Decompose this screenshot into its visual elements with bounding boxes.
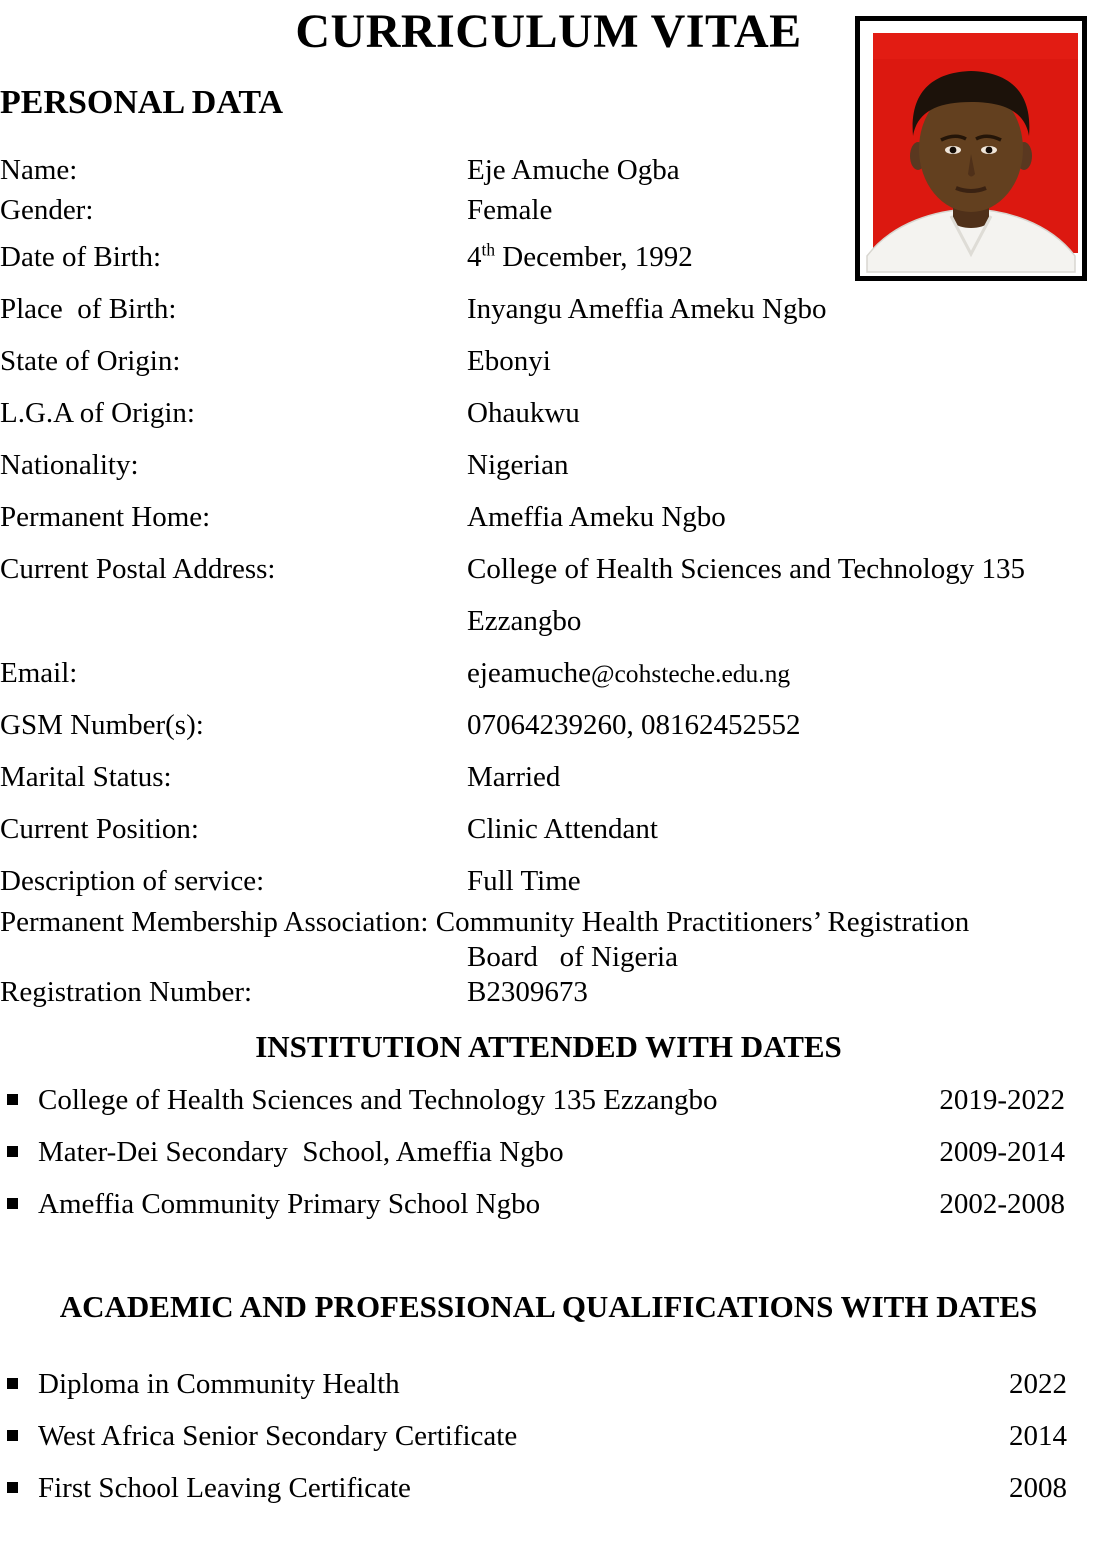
field-value: College of Health Sciences and Technology 135 bbox=[467, 553, 1025, 585]
field-value: Full Time bbox=[467, 865, 581, 897]
field-row-service-description bbox=[0, 864, 1097, 898]
field-value: Ebonyi bbox=[467, 345, 551, 377]
square-bullet-icon bbox=[7, 1430, 18, 1441]
field-row-state-of-origin bbox=[0, 344, 1097, 378]
list-item bbox=[0, 1187, 1097, 1221]
institution-name: College of Health Sciences and Technology 135 Ezzangbo bbox=[38, 1084, 718, 1116]
field-row-marital-status bbox=[0, 760, 1097, 794]
field-label: Date of Birth: bbox=[0, 241, 162, 273]
email-user: ejeamuche bbox=[467, 657, 591, 689]
field-label: Name: bbox=[0, 154, 78, 186]
field-value: Nigerian bbox=[467, 449, 569, 481]
dob-ordinal: th bbox=[481, 239, 496, 260]
institution-name: Mater-Dei Secondary School, Ameffia Ngbo bbox=[38, 1136, 564, 1168]
field-value: Eje Amuche Ogba bbox=[467, 154, 680, 186]
field-row-email bbox=[0, 656, 1097, 690]
pupil-left bbox=[950, 147, 957, 154]
institution-dates: 2002-2008 bbox=[939, 1188, 1065, 1220]
list-item bbox=[0, 1367, 1097, 1401]
pupil-right bbox=[986, 147, 993, 154]
field-row-current-position bbox=[0, 812, 1097, 846]
field-label: State of Origin: bbox=[0, 345, 181, 377]
list-item bbox=[0, 1083, 1097, 1117]
field-row-lga-of-origin bbox=[0, 396, 1097, 430]
field-row-place-of-birth bbox=[0, 292, 1097, 326]
field-row-postal-address-line2 bbox=[0, 604, 1097, 638]
field-value: Ezzangbo bbox=[467, 605, 582, 637]
qualification-name: West Africa Senior Secondary Certificate bbox=[38, 1420, 518, 1452]
square-bullet-icon bbox=[7, 1094, 18, 1105]
field-value: Inyangu Ameffia Ameku Ngbo bbox=[467, 293, 827, 325]
institutions-list bbox=[0, 1083, 1097, 1221]
dob-rest: December, 1992 bbox=[495, 241, 693, 273]
field-label: Registration Number: bbox=[0, 976, 253, 1008]
list-item bbox=[0, 1419, 1097, 1453]
field-value: 07064239260, 08162452552 bbox=[467, 709, 801, 741]
passport-photo bbox=[855, 16, 1087, 281]
field-value: Ameffia Ameku Ngbo bbox=[467, 501, 726, 533]
list-item bbox=[0, 1135, 1097, 1169]
field-value: Ohaukwu bbox=[467, 397, 580, 429]
field-value bbox=[467, 656, 1097, 690]
field-value: Community Health Practitioners’ Registration bbox=[435, 906, 970, 938]
field-label-empty bbox=[0, 604, 467, 638]
field-label: Permanent Membership Association: bbox=[0, 906, 436, 938]
page-title: CURRICULUM VITAE bbox=[295, 5, 802, 58]
institution-dates: 2019-2022 bbox=[939, 1084, 1065, 1116]
list-item bbox=[0, 1471, 1097, 1505]
field-label: Place of Birth: bbox=[0, 293, 177, 325]
field-row-gsm-numbers bbox=[0, 708, 1097, 742]
institution-dates: 2009-2014 bbox=[939, 1136, 1065, 1168]
field-value: Board of Nigeria bbox=[467, 941, 678, 973]
photo-red-highlight bbox=[873, 33, 1078, 59]
field-label: Description of service: bbox=[0, 865, 265, 897]
field-label: Marital Status: bbox=[0, 761, 172, 793]
square-bullet-icon bbox=[7, 1198, 18, 1209]
qualification-year: 2008 bbox=[1009, 1472, 1067, 1504]
field-value: Married bbox=[467, 761, 561, 793]
qualifications-list bbox=[0, 1367, 1097, 1505]
field-value: B2309673 bbox=[467, 976, 588, 1008]
field-row-nationality bbox=[0, 448, 1097, 482]
personal-data-heading: PERSONAL DATA bbox=[0, 84, 284, 121]
qualification-name: Diploma in Community Health bbox=[38, 1368, 400, 1400]
field-row-membership-association bbox=[0, 905, 1097, 939]
qualification-name: First School Leaving Certificate bbox=[38, 1472, 411, 1504]
field-label: Permanent Home: bbox=[0, 501, 211, 533]
square-bullet-icon bbox=[7, 1378, 18, 1389]
qualifications-heading: ACADEMIC AND PROFESSIONAL QUALIFICATIONS WITH DATES bbox=[59, 1289, 1038, 1324]
qualification-year: 2022 bbox=[1009, 1368, 1067, 1400]
institutions-heading: INSTITUTION ATTENDED WITH DATES bbox=[255, 1029, 842, 1064]
institution-name: Ameffia Community Primary School Ngbo bbox=[38, 1188, 541, 1220]
field-row-permanent-home bbox=[0, 500, 1097, 534]
email-domain: @cohsteche.edu.ng bbox=[590, 659, 791, 688]
field-label: Current Postal Address: bbox=[0, 553, 276, 585]
passport-photo-graphic bbox=[855, 16, 1087, 281]
qualification-year: 2014 bbox=[1009, 1420, 1067, 1452]
field-label: Email: bbox=[0, 657, 78, 689]
square-bullet-icon bbox=[7, 1482, 18, 1493]
field-label: Nationality: bbox=[0, 449, 139, 481]
field-row-postal-address bbox=[0, 552, 1097, 586]
field-row-membership-line2 bbox=[0, 940, 1097, 974]
field-label-empty bbox=[0, 940, 467, 974]
field-label: Current Position: bbox=[0, 813, 199, 845]
field-value: Clinic Attendant bbox=[467, 813, 658, 845]
field-row-registration-number bbox=[0, 975, 1097, 1009]
field-label: Gender: bbox=[0, 194, 94, 226]
dob-day: 4 bbox=[467, 241, 482, 273]
field-label: L.G.A of Origin: bbox=[0, 397, 195, 429]
field-label: GSM Number(s): bbox=[0, 709, 204, 741]
field-value: Female bbox=[467, 194, 553, 226]
cv-document bbox=[0, 3, 1097, 1547]
square-bullet-icon bbox=[7, 1146, 18, 1157]
